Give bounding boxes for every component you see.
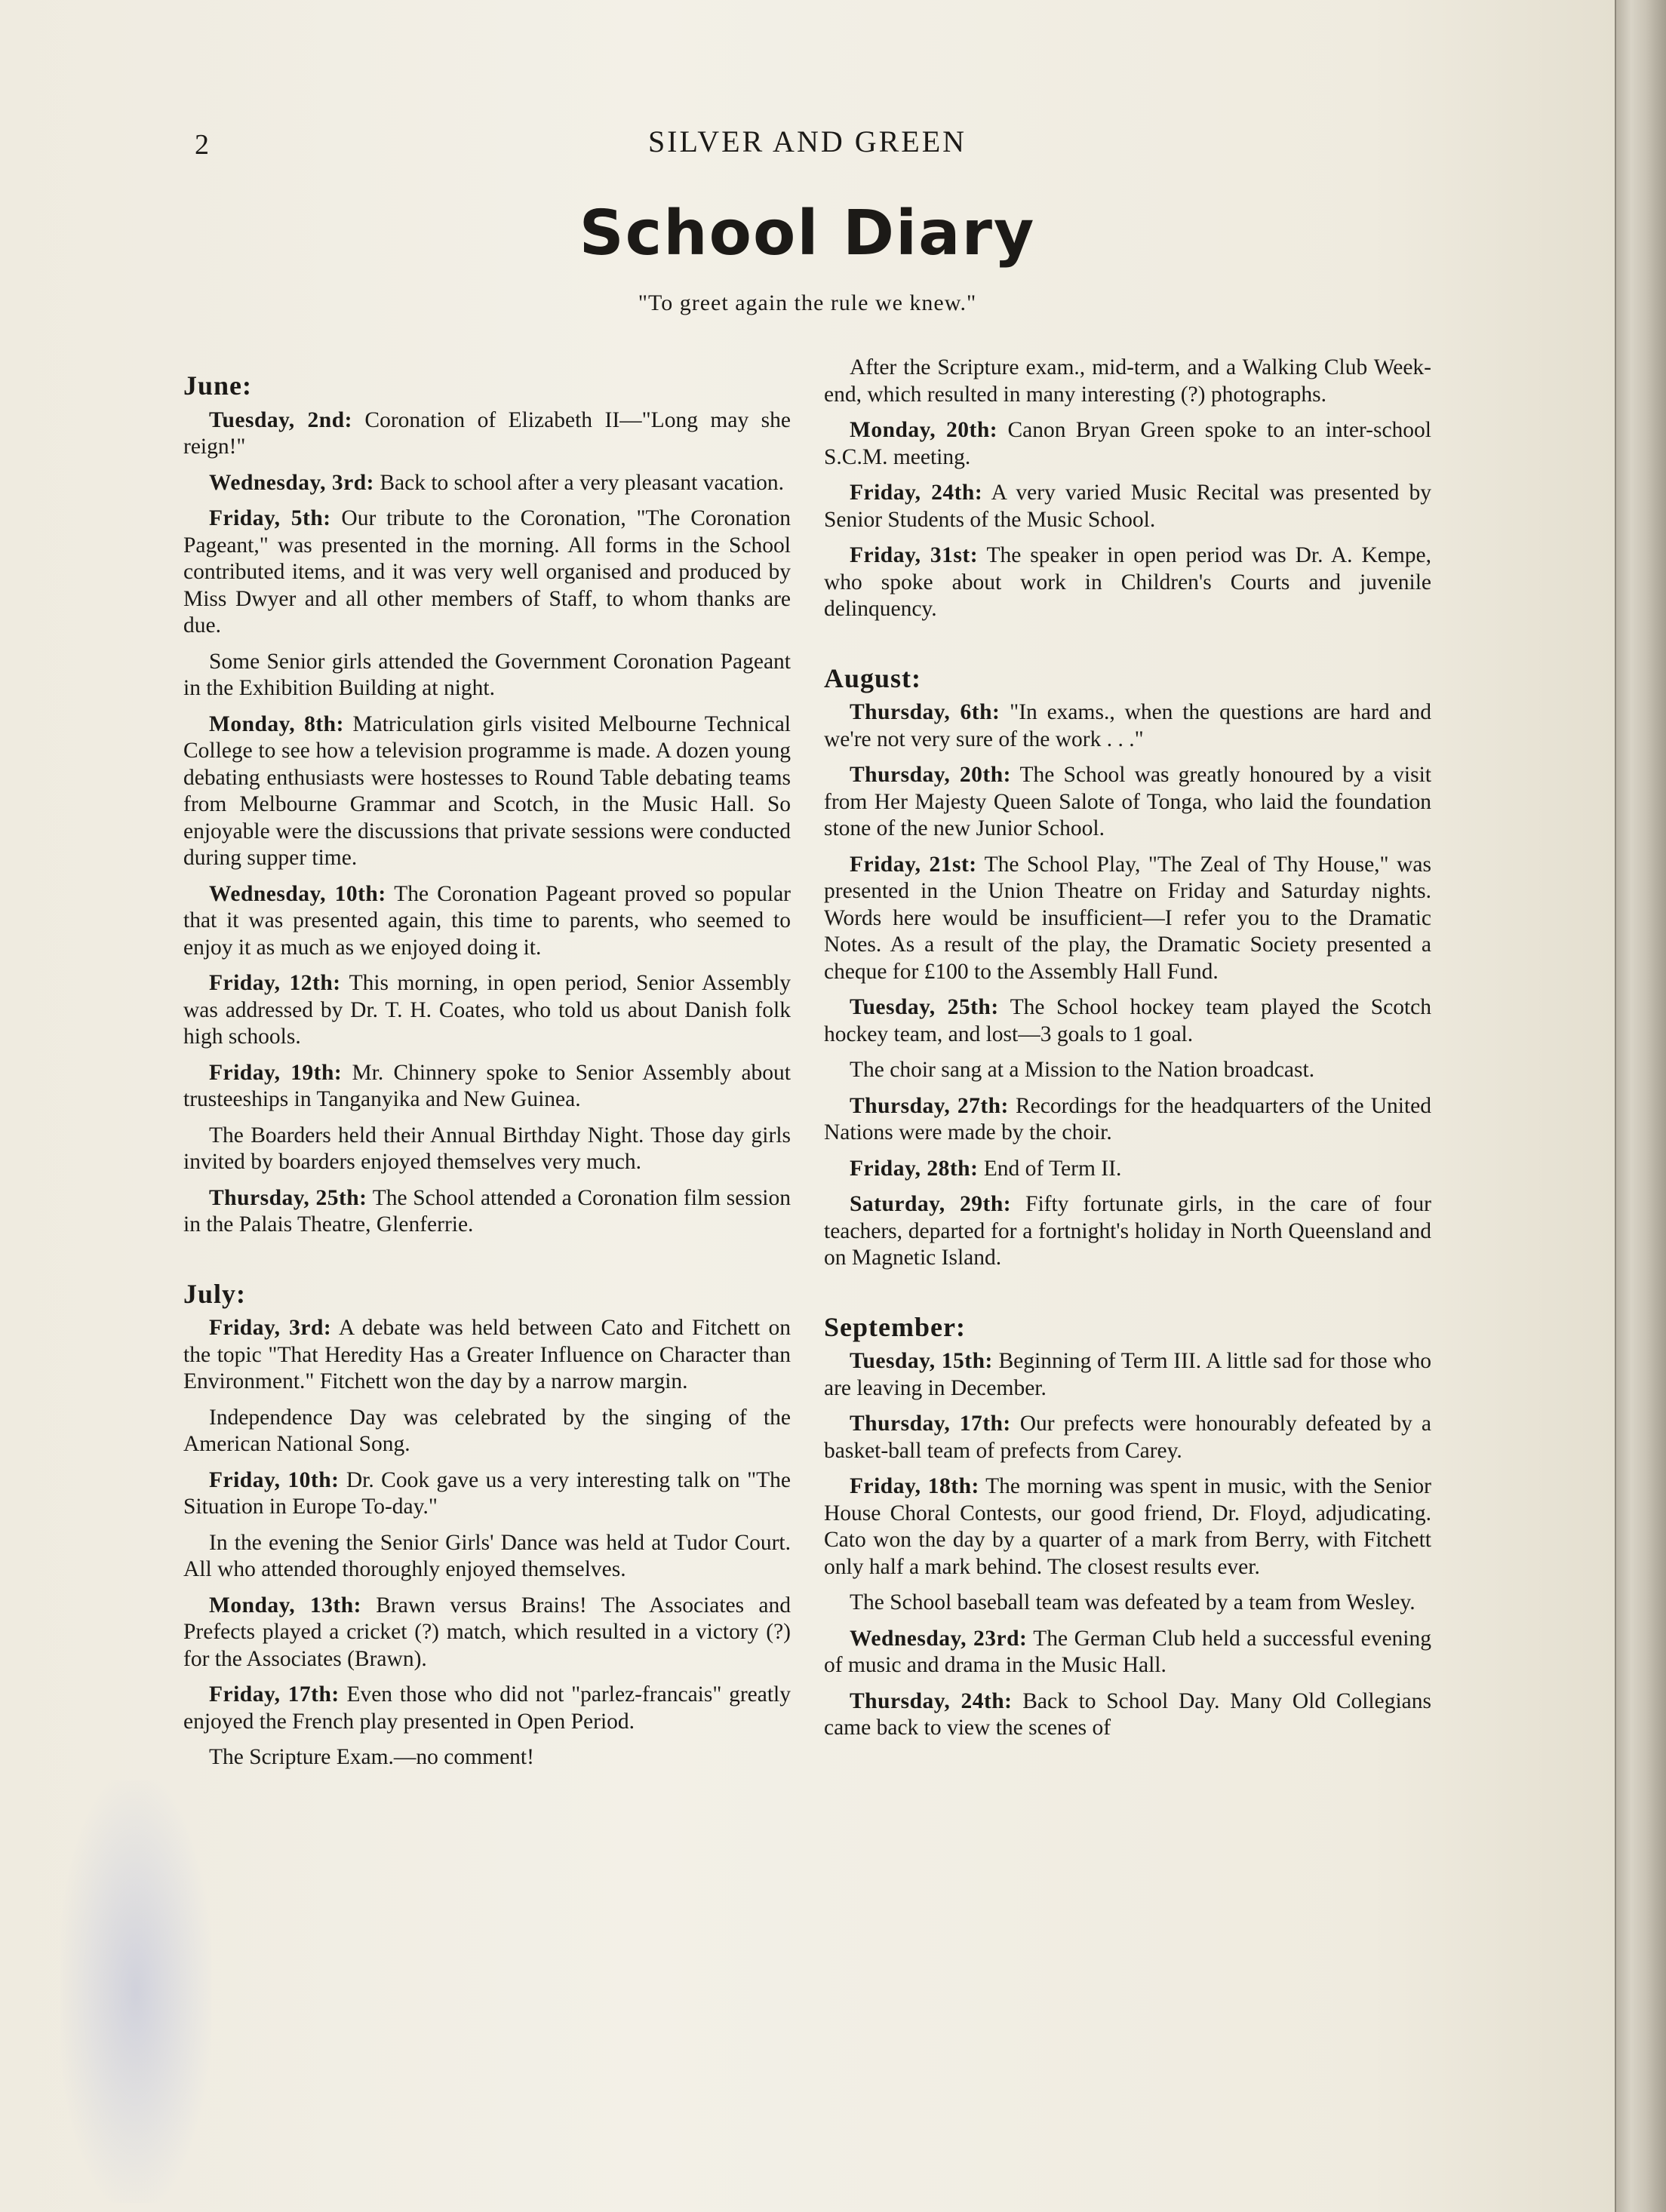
diary-entry: [824, 1093, 1431, 1147]
diary-entry: [824, 542, 1431, 623]
diary-entry: [183, 1123, 791, 1176]
diary-entry: [824, 1411, 1431, 1464]
diary-entry: [183, 1682, 791, 1735]
month-heading-september: September:: [824, 1311, 966, 1342]
entry-date: Friday, 12th:: [209, 971, 341, 995]
diary-entry: [824, 1688, 1431, 1742]
entry-text: Fifty fortunate girls, in the care of four teachers, departed for a fortnight's holiday in North Queensland and on Magnetic Island.: [824, 1192, 1431, 1270]
diary-entry: [824, 1057, 1431, 1084]
month-heading-august: August:: [824, 662, 922, 693]
entry-text: The speaker in open period was Dr. A. Kempe, who spoke about work in Children's Courts and juvenile delinquency.: [824, 543, 1432, 621]
entry-date: Friday, 31st:: [850, 543, 979, 567]
entry-date: Thursday, 17th:: [850, 1412, 1011, 1436]
entry-text: Even those who did not "parlez-francais" greatly enjoyed the French play presented in Open Period.: [183, 1682, 791, 1734]
entry-text: Back to School Day. Many Old Collegians came back to view the scenes of: [824, 1688, 1431, 1740]
entry-date: Friday, 5th:: [209, 506, 331, 530]
entry-text: The School baseball team was defeated by a team from Wesley.: [850, 1590, 1415, 1614]
diary-entry: [183, 1593, 791, 1673]
diary-entry: [824, 762, 1431, 843]
entry-text: "In exams., when the questions are hard and we're not very sure of the work . . .": [824, 700, 1431, 751]
entry-text: Recordings for the headquarters of the United Nations were made by the choir.: [824, 1093, 1431, 1144]
june-entries: [183, 407, 791, 1239]
diary-entry: [183, 1185, 791, 1239]
entry-date: Friday, 19th:: [209, 1060, 343, 1085]
entry-text: The School Play, "The Zeal of Thy House," was presented in the Union Theatre on Friday and Saturday nights. Words here would be insufficient—I refer you to the Dramatic Notes. As a result of the play, the Dramatic Society presented a cheque for £100 to the Assembly Hall Fund.: [824, 852, 1431, 984]
entry-date: Tuesday, 25th:: [850, 995, 999, 1019]
month-heading-june: June:: [183, 370, 253, 401]
epigraph: "To greet again the rule we knew.": [638, 290, 977, 315]
diary-entry: [183, 881, 791, 962]
diary-entry: [183, 470, 791, 497]
diary-entry: [824, 1626, 1431, 1679]
entry-date: Friday, 21st:: [850, 852, 977, 877]
july-entries: [183, 1315, 791, 1771]
entry-date: Thursday, 6th:: [850, 700, 1001, 724]
entry-date: Friday, 28th:: [850, 1156, 979, 1181]
diary-entry: [824, 417, 1431, 471]
diary-entry: [824, 1191, 1431, 1272]
entry-date: Friday, 17th:: [209, 1682, 340, 1707]
entry-text: Canon Bryan Green spoke to an inter-school S.C.M. meeting.: [824, 418, 1431, 469]
entry-text: In the evening the Senior Girls' Dance was held at Tudor Court. All who attended thoroughly enjoyed themselves.: [183, 1530, 791, 1581]
entry-text: The choir sang at a Mission to the Nation broadcast.: [850, 1058, 1315, 1082]
entry-text: Dr. Cook gave us a very interesting talk on "The Situation in Europe To-day.": [183, 1467, 791, 1519]
entry-date: Thursday, 25th:: [209, 1185, 367, 1210]
next-page-edge: [1615, 0, 1666, 2212]
diary-entry: [183, 711, 791, 872]
diary-entry: [824, 1348, 1431, 1402]
entry-text: The School attended a Coronation film session in the Palais Theatre, Glenferrie.: [183, 1185, 791, 1237]
ink-stain: [60, 1780, 211, 2203]
entry-text: The School hockey team played the Scotch hockey team, and lost—3 goals to 1 goal.: [824, 995, 1431, 1046]
diary-entry: [183, 1060, 791, 1114]
entry-text: Matriculation girls visited Melbourne Technical College to see how a television programme is made. A dozen young debating enthusiasts were hostesses to Round Table debating teams from Melbourne Grammar and Scotch, in the Music Hall. So enjoyable were the discussions that private sessions were conducted during supper time.: [183, 711, 791, 870]
diary-entry: [824, 1473, 1431, 1581]
entry-text: End of Term II.: [978, 1156, 1122, 1181]
diary-entry: [824, 994, 1431, 1048]
diary-entry: [183, 1405, 791, 1458]
diary-entry: [183, 505, 791, 640]
entry-text: This morning, in open period, Senior Assembly was addressed by Dr. T. H. Coates, who told us about Danish folk high schools.: [183, 971, 791, 1049]
entry-text: The German Club held a successful evening of music and drama in the Music Hall.: [824, 1626, 1431, 1677]
entry-text: Back to school after a very pleasant vacation.: [373, 470, 785, 495]
diary-entry: [824, 355, 1431, 408]
page-number: 2: [195, 129, 209, 161]
entry-date: Friday, 3rd:: [209, 1316, 332, 1340]
entry-text: A debate was held between Cato and Fitchett on the topic "That Heredity Has a Greater Influence on Character than Environment." Fitchett won the day by a narrow margin.: [183, 1316, 791, 1393]
entry-text: Coronation of Elizabeth II—"Long may she reign!": [183, 407, 791, 459]
entry-date: Saturday, 29th:: [850, 1192, 1012, 1216]
entry-date: Monday, 20th:: [850, 418, 998, 442]
entry-text: The Scripture Exam.—no comment!: [209, 1745, 534, 1769]
entry-date: Monday, 8th:: [209, 711, 344, 736]
entry-text: A very varied Music Recital was presented by Senior Students of the Music School.: [824, 481, 1431, 532]
entry-date: Wednesday, 10th:: [209, 881, 386, 906]
july-continued-entries: [824, 355, 1431, 623]
entry-text: Our tribute to the Coronation, "The Coronation Pageant," was presented in the morning. All forms in the School contributed items, and it was very well organised and produced by Miss Dwyer and all other members of Staff, to whom thanks are due.: [183, 506, 791, 637]
entry-text: Independence Day was celebrated by the singing of the American National Song.: [183, 1405, 791, 1456]
entry-date: Thursday, 20th:: [850, 763, 1011, 787]
diary-entry: [183, 1467, 791, 1521]
entry-text: After the Scripture exam., mid-term, and a Walking Club Week-end, which resulted in many interesting (?) photographs.: [824, 355, 1431, 407]
entry-date: Monday, 13th:: [209, 1593, 361, 1618]
entry-date: Tuesday, 15th:: [850, 1349, 993, 1373]
month-heading-july: July:: [183, 1278, 247, 1309]
entry-date: Thursday, 27th:: [850, 1093, 1009, 1118]
running-title: SILVER AND GREEN: [647, 124, 967, 158]
entry-text: The School was greatly honoured by a visit from Her Majesty Queen Salote of Tonga, who laid the foundation stone of the new Junior School.: [824, 763, 1431, 840]
diary-entry: [824, 1156, 1431, 1183]
entry-text: Our prefects were honourably defeated by a basket-ball team of prefects from Carey.: [824, 1412, 1431, 1463]
entry-text: Beginning of Term III. A little sad for those who are leaving in December.: [824, 1349, 1432, 1400]
diary-entry: [183, 970, 791, 1051]
entry-text: The Boarders held their Annual Birthday Night. Those day girls invited by boarders enjoyed themselves very much.: [183, 1123, 791, 1174]
left-column: [183, 355, 791, 1780]
entry-text: The Coronation Pageant proved so popular that it was presented again, this time to parents, who seemed to enjoy it as much as we enjoyed doing it.: [183, 881, 791, 960]
entry-date: Friday, 18th:: [850, 1474, 979, 1498]
diary-entry: [824, 699, 1431, 753]
entry-date: Wednesday, 3rd:: [209, 470, 374, 495]
right-column: [824, 355, 1431, 1751]
diary-entry: [824, 852, 1431, 986]
entry-date: Tuesday, 2nd:: [209, 407, 352, 432]
entry-date: Wednesday, 23rd:: [850, 1626, 1028, 1651]
august-entries: [824, 699, 1431, 1272]
diary-entry: [183, 1315, 791, 1396]
diary-entry: [183, 1744, 791, 1771]
entry-date: Friday, 24th:: [850, 481, 983, 505]
diary-entry: [824, 1590, 1431, 1617]
entry-text: Mr. Chinnery spoke to Senior Assembly about trusteeships in Tanganyika and New Guinea.: [183, 1060, 791, 1111]
entry-date: Friday, 10th:: [209, 1467, 340, 1492]
entry-text: Some Senior girls attended the Government Coronation Pageant in the Exhibition Building at night.: [183, 649, 791, 700]
diary-entry: [183, 649, 791, 702]
entry-text: Brawn versus Brains! The Associates and Prefects played a cricket (?) match, which resulted in a victory (?) for the Associates (Brawn).: [183, 1593, 791, 1671]
entry-text: The morning was spent in music, with the Senior House Choral Contests, our good friend, Dr. Floyd, adjudicating. Cato won the day by a quarter of a mark from Berry, with Fitchett only half a mark behind. The closest results ever.: [824, 1474, 1431, 1579]
diary-entry: [183, 407, 791, 461]
diary-entry: [824, 480, 1431, 533]
september-entries: [824, 1348, 1431, 1742]
entry-date: Thursday, 24th:: [850, 1688, 1013, 1713]
page-title: School Diary: [579, 198, 1036, 269]
diary-entry: [183, 1530, 791, 1584]
